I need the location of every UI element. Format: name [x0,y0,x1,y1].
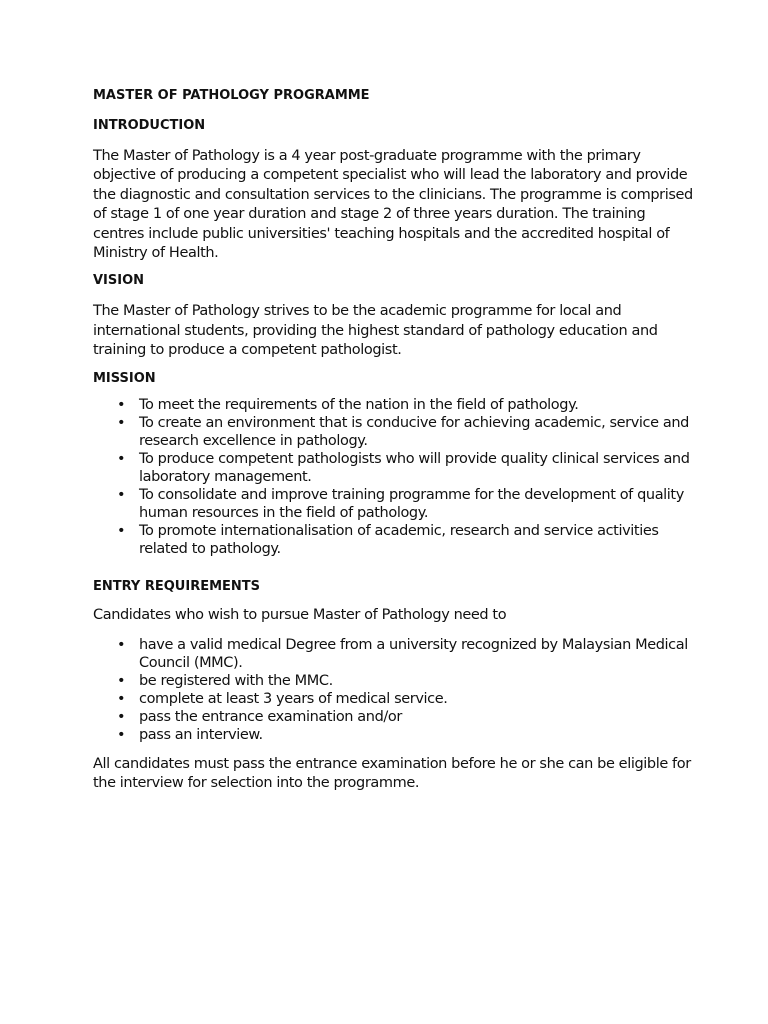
list-item [93,726,693,744]
list-item-text: To consolidate and improve training programme for the development of quality human resources in the field of pathology. [139,486,684,521]
list-item [93,636,693,672]
entry-requirements-list [93,636,693,744]
vision-text: The Master of Pathology strives to be the academic programme for local and international students, providing the highest standard of pathology education and training to produce a competent pathologist. [93,303,658,359]
bullet-icon: • [117,450,126,467]
mission-list [93,396,693,558]
list-item-text: To promote internationalisation of academic, research and service activities related to pathology. [139,522,659,557]
introduction-text: The Master of Pathology is a 4 year post-graduate programme with the primary objective of producing a competent specialist who will lead the laboratory and provide the diagnostic and consultation services to the clinicians. The programme is comprised of stage 1 of one year duration and stage 2 of three years duration. The training centres include public universities' teaching hospitals and the accredited hospital of Ministry of Health. [93,148,693,262]
vision-heading: VISION [93,273,145,289]
list-item-text: be registered with the MMC. [139,673,333,690]
list-item [93,672,693,690]
list-item [93,690,693,708]
entry-requirements-heading: ENTRY REQUIREMENTS [93,578,261,594]
list-item-text: pass an interview. [139,727,263,744]
entry-requirements-intro: Candidates who wish to pursue Master of Pathology need to [93,606,507,623]
list-item [93,414,693,450]
entry-requirements-closing: All candidates must pass the entrance examination before he or she can be eligible for the interview for selection into the programme. [93,756,691,792]
bullet-icon: • [117,691,126,708]
list-item-text: pass the entrance examination and/or [139,709,402,726]
introduction-heading: INTRODUCTION [93,118,206,133]
bullet-icon: • [117,709,126,726]
document-title: MASTER OF PATHOLOGY PROGRAMME [93,88,370,103]
list-item-text: To meet the requirements of the nation in the field of pathology. [139,396,579,413]
mission-heading: MISSION [93,370,156,386]
list-item [93,396,693,414]
list-item [93,708,693,726]
bullet-icon: • [117,414,126,431]
list-item-text: complete at least 3 years of medical service. [139,691,448,708]
list-item [93,522,693,558]
list-item-text: have a valid medical Degree from a university recognized by Malaysian Medical Council (MMC). [139,637,688,672]
bullet-icon: • [117,727,126,744]
bullet-icon: • [117,637,126,654]
bullet-icon: • [117,522,126,539]
bullet-icon: • [117,486,126,503]
document-page [93,87,693,803]
list-item-text: To create an environment that is conducive for achieving academic, service and research excellence in pathology. [139,414,689,449]
bullet-icon: • [117,673,126,690]
list-item [93,486,693,522]
list-item-text: To produce competent pathologists who will provide quality clinical services and laboratory management. [139,450,690,485]
list-item [93,450,693,486]
bullet-icon: • [117,396,126,413]
